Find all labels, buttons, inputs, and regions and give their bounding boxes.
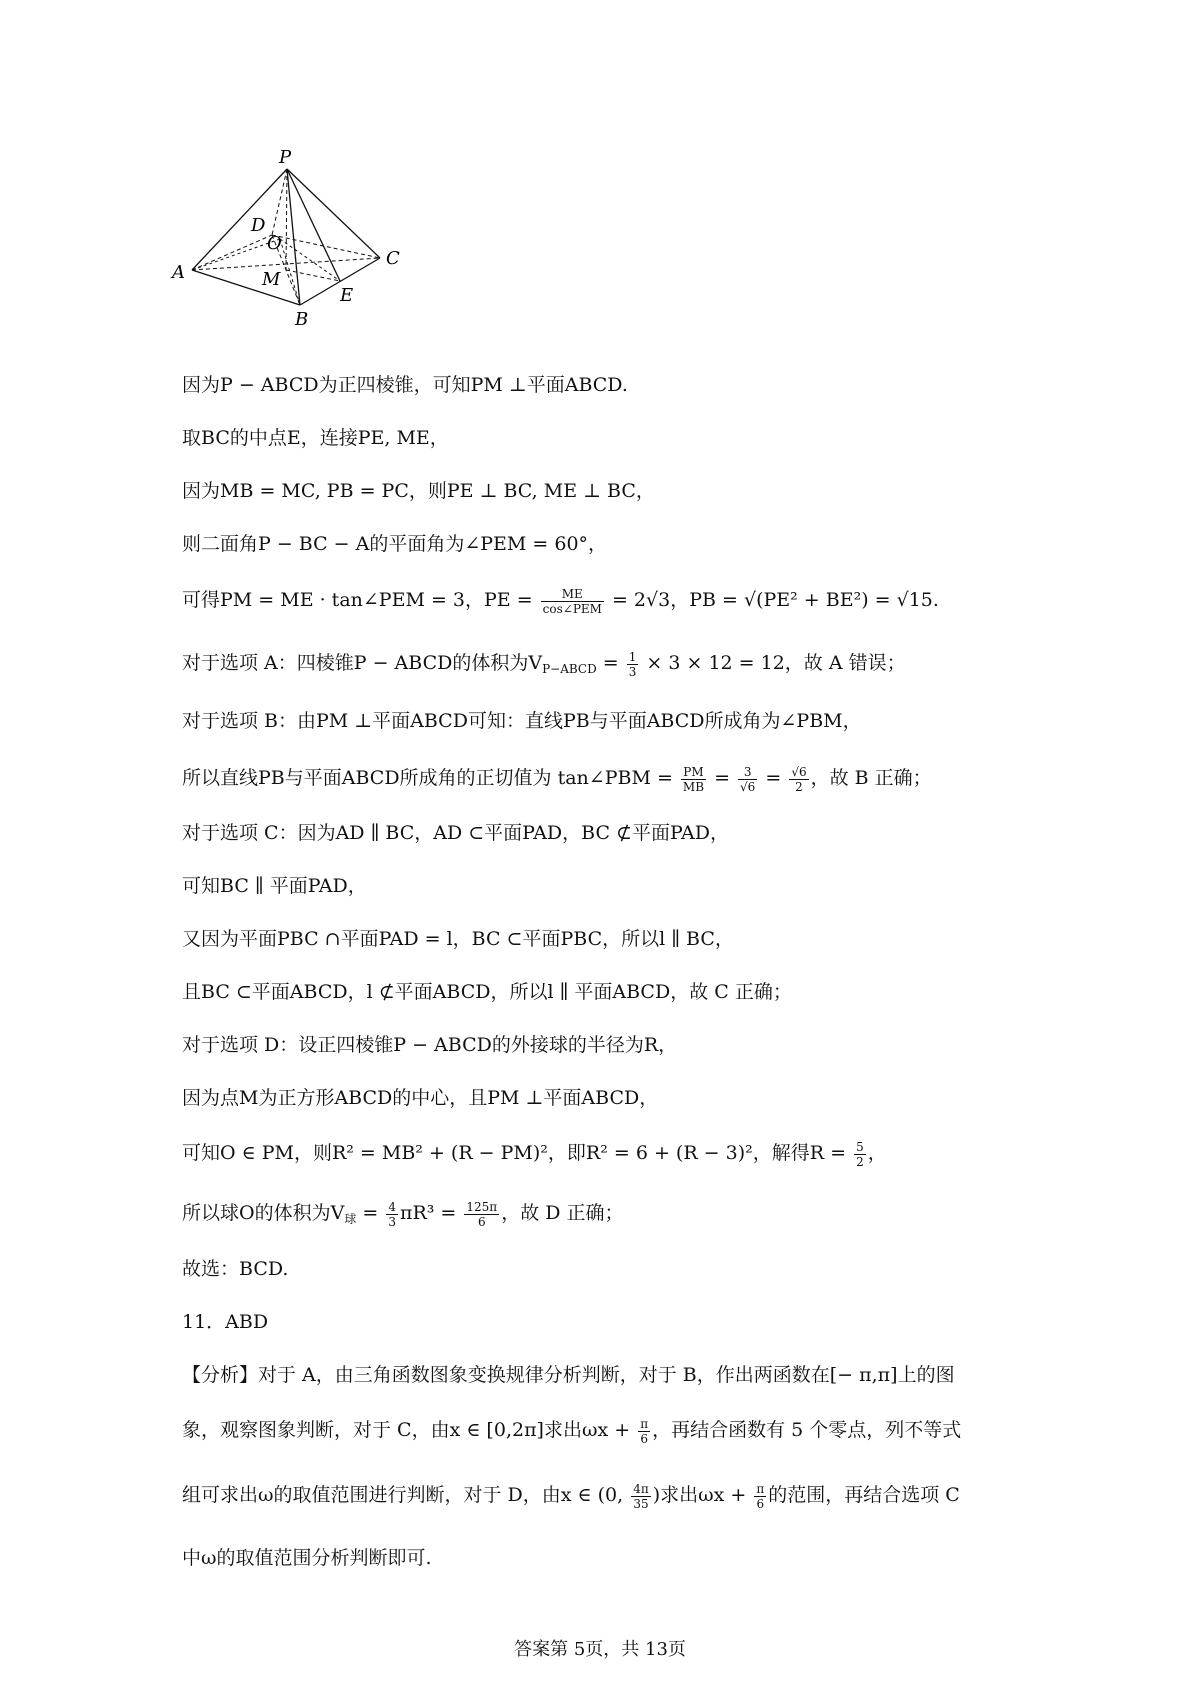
frac-3-sqrt6: $\frac{3}{√6}$ [740,764,756,794]
frac-125pi-6: $\frac{125\pi}{6}$ [466,1199,498,1229]
label-E: E [340,285,354,306]
analysis-line-4: 中ω的取值范围分析判断即可. [182,1547,432,1569]
frac-4-3: $\frac{4}{3}$ [388,1199,396,1229]
text-line-6: 对于选项 A：四棱锥P − ABCD的体积为$V_{P-ABCD}$ = $\frac{1}{3}$ × 3 × 12 = 12，故 A 错误； [182,649,906,679]
edge-AD [192,235,272,270]
frac-pi-6-b: $\frac{\pi}{6}$ [756,1481,765,1511]
label-O: O [267,233,282,254]
text-line-5 [182,585,939,616]
text-line-10: 可知BC ∥ 平面PAD， [182,875,367,897]
text-line-11: 又因为平面PBC ∩平面PAD = l，BC ⊂平面PBC，所以l ∥ BC， [182,928,734,950]
label-D: D [251,215,266,236]
label-A: A [172,262,185,283]
label-B: B [295,309,309,330]
frac-sqrt6-2: $\frac{√6}{2}$ [791,764,807,794]
text-line-5-b: = 2√3，PB = √(PE² + BE²) = √15. [605,589,939,611]
edge-ME [286,270,340,281]
label-C: C [386,248,400,269]
edge-PB [287,169,300,305]
sub-volume: P−ABCD [542,662,597,676]
frac-one-third: $\frac{1}{3}$ [628,649,637,679]
edge-PC [287,169,380,258]
edge-AB [192,270,300,305]
edge-PA [192,169,287,270]
frac-PM-MB: $\frac{PM}{MB}$ [682,764,705,794]
analysis-line-1: 【分析】对于 A，由三角函数图象变换规律分析判断，对于 B，作出两函数在[− π,π]上的图 [182,1364,955,1386]
analysis-line-2: 象，观察图象判断，对于 C，由x ∈ [0,2π]求出ωx + $\frac{\pi}{6}$ ，再结合函数有 5 个零点，列不等式 [182,1416,962,1446]
text-line-4: 则二面角P − BC − A的平面角为∠PEM = 60°， [182,533,608,555]
edge-PD [272,169,287,235]
page-footer: 答案第 5页，共 13页 [514,1639,686,1660]
text-line-14: 因为点M为正方形ABCD的中心，且PM ⊥平面ABCD， [182,1087,659,1109]
text-line-3: 因为MB = MC, PB = PC，则PE ⊥ BC, ME ⊥ BC， [182,480,655,502]
frac-5-2: $\frac{5}{2}$ [856,1139,864,1169]
text-line-7: 对于选项 B：由PM ⊥平面ABCD可知：直线PB与平面ABCD所成角为∠PBM， [182,710,862,732]
label-M: M [262,269,281,290]
pyramid-figure [172,147,430,355]
analysis-line-3: 组可求出ω的取值范围进行判断，对于 D，由x ∈ (0, $\frac{4\pi}{35}$ )求出ωx + $\frac{\pi}{6}$ 的范围，再结合选项 C [182,1481,960,1511]
text-line-5-a: 可得PM = ME · tan∠PEM = 3，PE = [182,589,539,611]
text-line-8: 所以直线PB与平面ABCD所成角的正切值为 tan∠PBM = $\frac{PM}{MB}$ = $\frac{3}{√6}$ = $\frac{√6}{2}$ ，故 B 正确； [182,764,932,794]
frac-PE: $\frac{ME}{\text{cos∠PEM}}$ [542,586,602,616]
edge-PE [287,169,340,281]
frac-4pi-35: $\frac{4\pi}{35}$ [633,1481,649,1511]
text-line-2: 取BC的中点E，连接PE, ME， [182,427,449,449]
text-line-1: 因为P − ABCD为正四棱锥，可知PM ⊥平面ABCD. [182,374,628,396]
text-line-16: 所以球O的体积为$V_球$ = $\frac{4}{3}$ πR³ = $\frac{125\pi}{6}$ ，故 D 正确； [182,1199,624,1229]
question-11-answer: 11．ABD [182,1311,269,1333]
label-P: P [279,147,292,168]
text-line-9: 对于选项 C：因为AD ∥ BC，AD ⊂平面PAD，BC ⊄平面PAD， [182,822,729,844]
edge-PM [286,169,287,270]
sub-ball: 球 [344,1212,357,1226]
edge-DC [272,235,380,258]
text-line-17: 故选：BCD. [182,1258,289,1280]
text-line-15: 可知O ∈ PM，则R² = MB² + (R − PM)²，即R² = 6 + (R − 3)²，解得R = $\frac{5}{2}$ ， [182,1139,887,1169]
text-line-12: 且BC ⊂平面ABCD，l ⊄平面ABCD，所以l ∥ 平面ABCD，故 C 正确； [182,981,792,1003]
text-line-13: 对于选项 D：设正四棱锥P − ABCD的外接球的半径为R， [182,1034,678,1056]
frac-pi-6-a: $\frac{\pi}{6}$ [640,1416,649,1446]
